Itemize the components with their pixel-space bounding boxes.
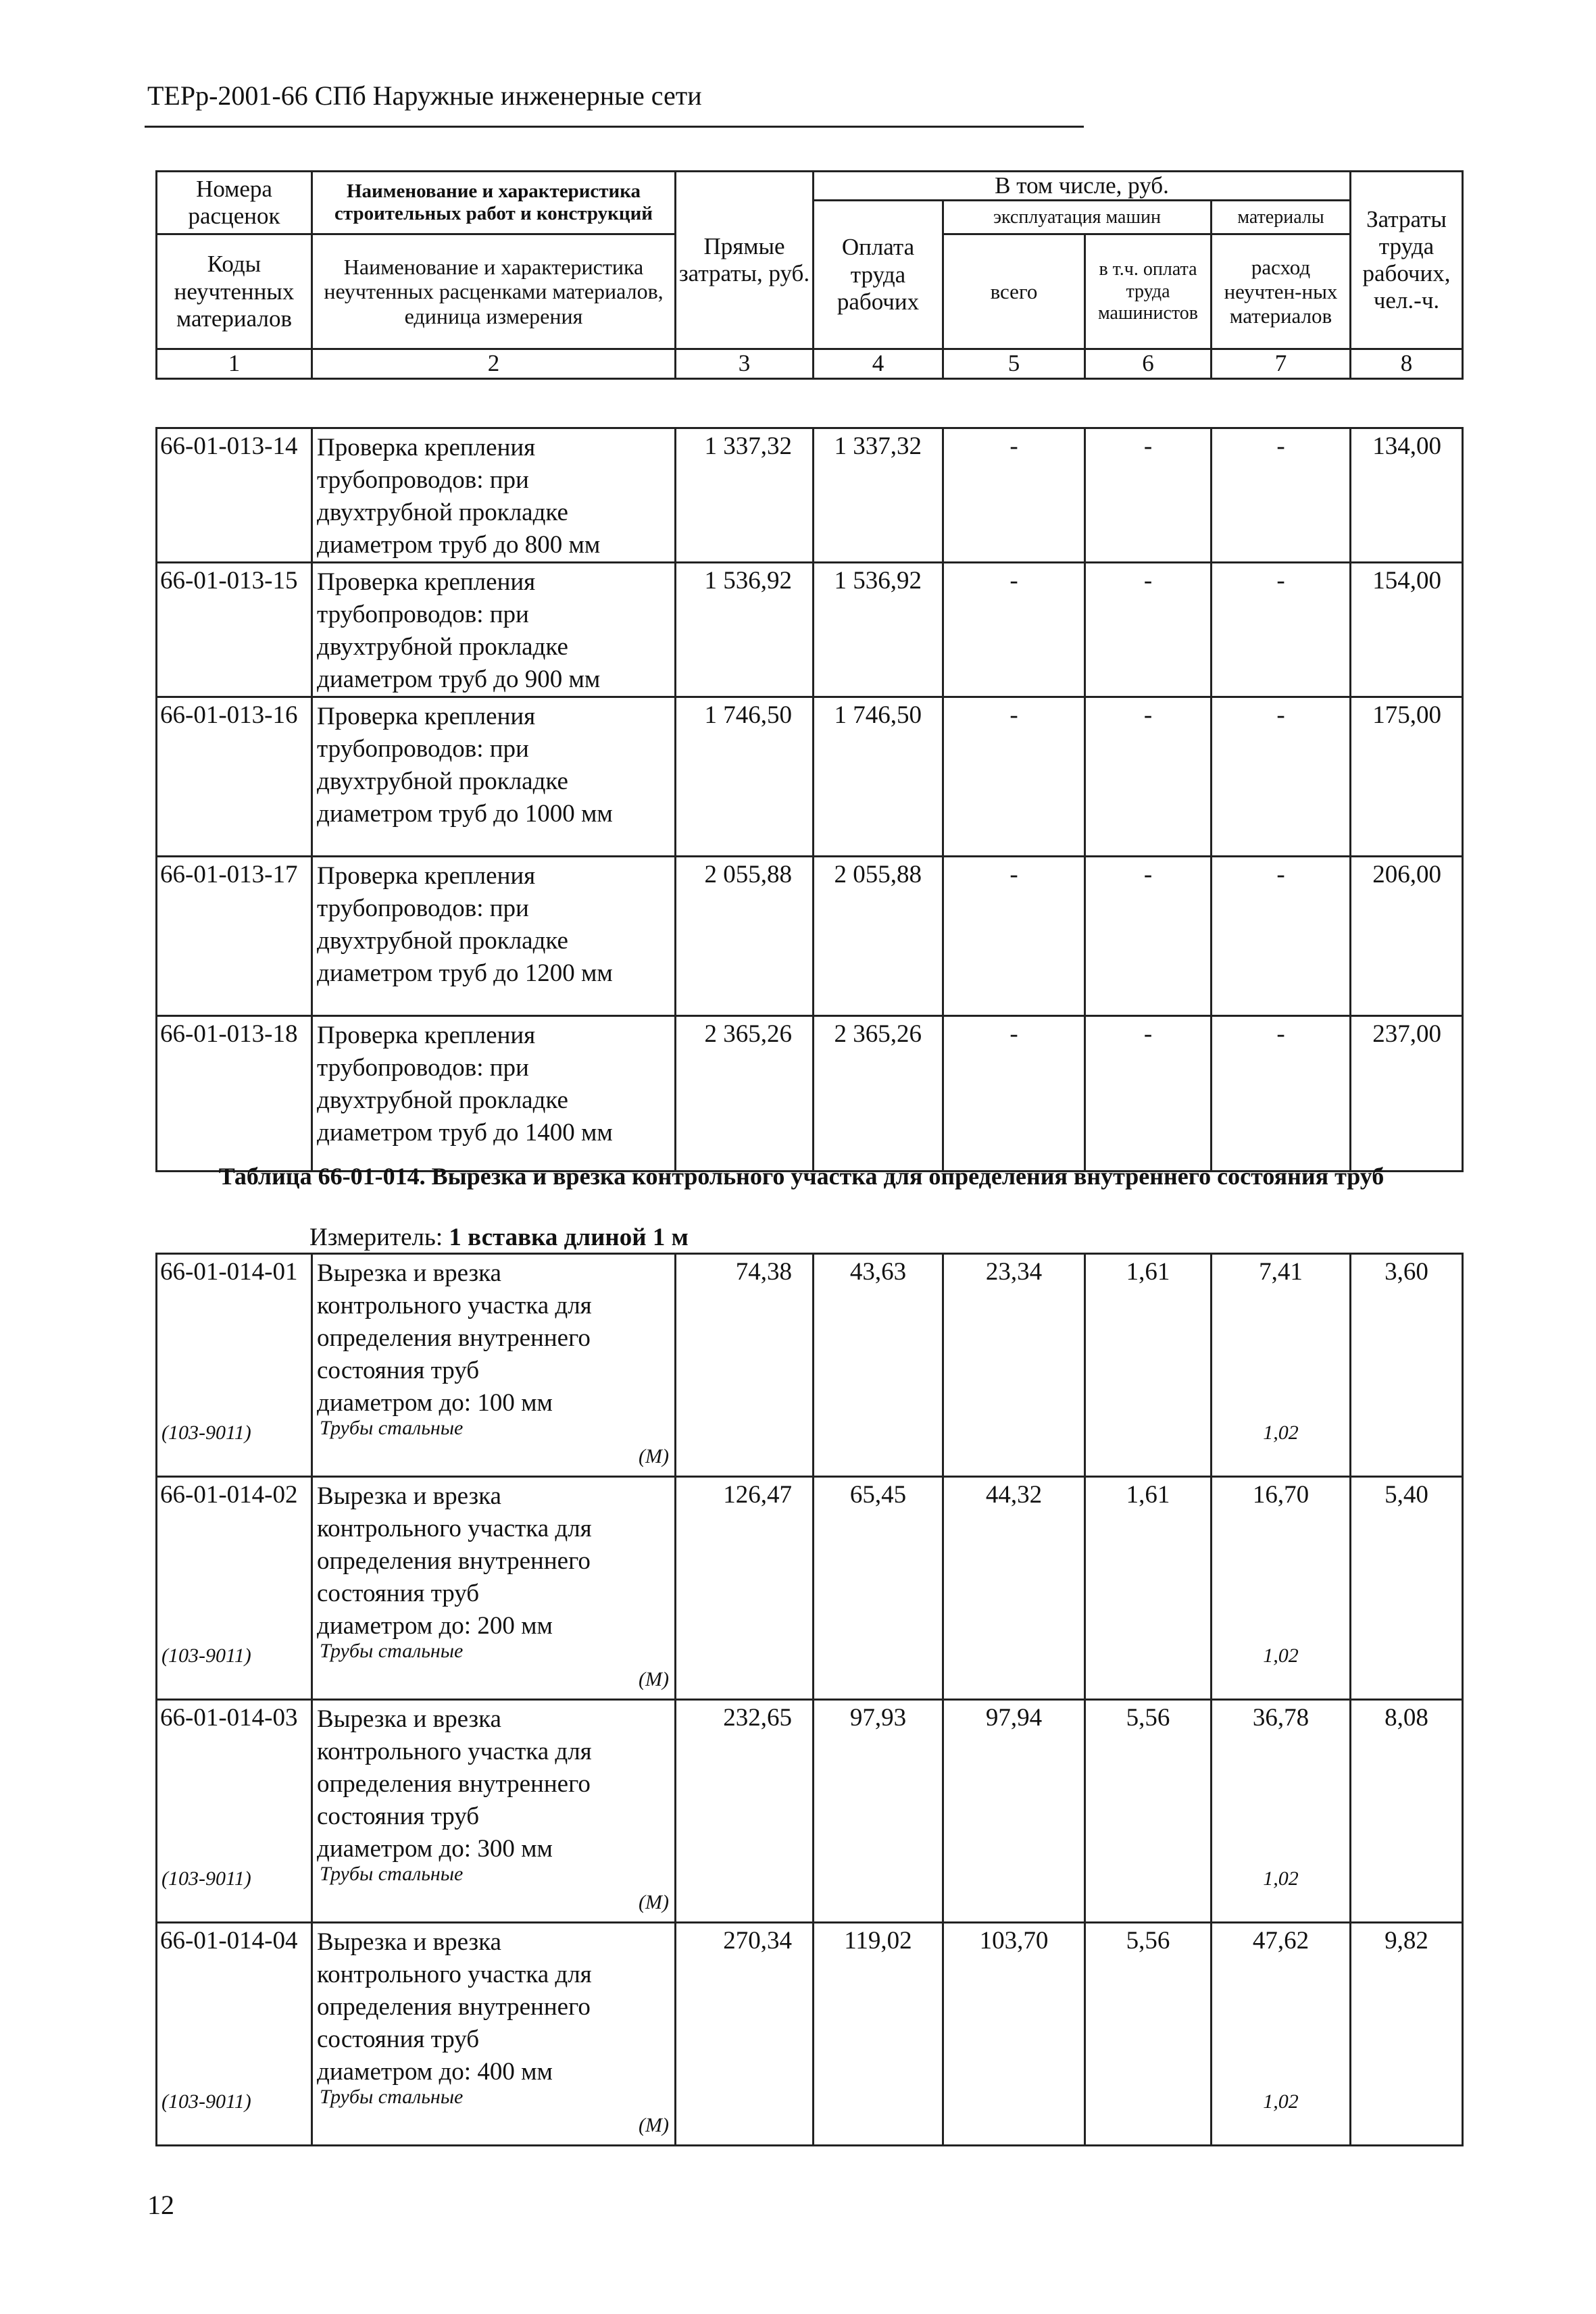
material-cost: -	[1212, 1016, 1351, 1172]
material-cost-cell	[1212, 1923, 1351, 2146]
material-unit: (М)	[639, 2114, 669, 2136]
material-cost: 7,41	[1259, 1258, 1303, 1286]
material-code: (103-9011)	[161, 1867, 251, 1890]
col-header-1-top: Номера расценок	[157, 172, 312, 234]
col-header-1-bottom: Коды неучтенных материалов	[157, 234, 312, 349]
col-header-5: всего	[943, 234, 1085, 349]
labor-hours: 134,00	[1351, 428, 1463, 563]
rate-name: Проверка крепления трубопроводов: при двухтрубной прокладке диаметром труб до 800 мм	[312, 428, 676, 563]
col-header-6: в т.ч. оплата труда машинистов	[1085, 234, 1212, 349]
labor-cost: 119,02	[814, 1923, 943, 2146]
table-row	[157, 1254, 1463, 1477]
material-cost-cell	[1212, 1477, 1351, 1700]
rate-name-cell	[312, 1254, 676, 1477]
machine-cost: -	[943, 857, 1085, 1016]
labor-cost: 65,45	[814, 1477, 943, 1700]
col-header-2-top: Наименование и характеристика строительных работ и конструкций	[312, 172, 676, 234]
col-header-materials: материалы	[1212, 201, 1351, 234]
rates-table-013	[155, 427, 1464, 1172]
rate-code-cell	[157, 1700, 312, 1923]
rates-table-014	[155, 1253, 1464, 2146]
rate-code: 66-01-014-02	[160, 1481, 298, 1509]
rate-code: 66-01-014-03	[160, 1704, 298, 1732]
table-title: Таблица 66-01-014. Вырезка и врезка контрольного участка для определения внутреннего состояния труб	[218, 1163, 1385, 1190]
rate-name: Вырезка и врезка контрольного участка для определения внутреннего состояния труб диаметром до: 200 мм	[317, 1482, 592, 1640]
column-header-table	[155, 170, 1464, 380]
direct-cost: 232,65	[676, 1700, 814, 1923]
material-cost-cell	[1212, 1254, 1351, 1477]
col-number: 7	[1212, 349, 1351, 378]
material-unit: (М)	[639, 1891, 669, 1913]
machine-cost: 103,70	[943, 1923, 1085, 2146]
meter-value: 1 вставка длиной 1 м	[449, 1224, 689, 1251]
labor-hours: 154,00	[1351, 563, 1463, 697]
machine-labor-cost: -	[1085, 697, 1212, 857]
labor-hours: 8,08	[1351, 1700, 1463, 1923]
col-header-machines: эксплуатация машин	[943, 201, 1212, 234]
rate-code: 66-01-013-17	[157, 857, 312, 1016]
col-header-4: Оплата труда рабочих	[814, 201, 943, 349]
table-row	[157, 1477, 1463, 1700]
machine-labor-cost: 5,56	[1085, 1700, 1212, 1923]
table-row	[157, 1923, 1463, 2146]
material-cost: -	[1212, 857, 1351, 1016]
labor-hours: 5,40	[1351, 1477, 1463, 1700]
machine-cost: 97,94	[943, 1700, 1085, 1923]
material-qty: 1,02	[1263, 1644, 1299, 1667]
rate-code: 66-01-014-04	[160, 1927, 298, 1955]
col-number: 6	[1085, 349, 1212, 378]
direct-cost: 74,38	[676, 1254, 814, 1477]
meter-label: Измеритель:	[309, 1224, 443, 1251]
labor-cost: 1 536,92	[814, 563, 943, 697]
col-header-2-bottom: Наименование и характеристика неучтенных расценками материалов, единица измерения	[312, 234, 676, 349]
material-name: Трубы стальные	[320, 1640, 464, 1662]
labor-cost: 1 337,32	[814, 428, 943, 563]
direct-cost: 1 536,92	[676, 563, 814, 697]
rate-name-cell	[312, 1923, 676, 2146]
direct-cost: 270,34	[676, 1923, 814, 2146]
material-unit: (М)	[639, 1668, 669, 1690]
material-name: Трубы стальные	[320, 2086, 464, 2108]
rate-name: Проверка крепления трубопроводов: при двухтрубной прокладке диаметром труб до 1200 мм	[312, 857, 676, 1016]
machine-labor-cost: 1,61	[1085, 1254, 1212, 1477]
material-qty: 1,02	[1263, 1867, 1299, 1890]
table-row	[157, 428, 1463, 563]
rate-name-cell	[312, 1700, 676, 1923]
rate-code: 66-01-013-15	[157, 563, 312, 697]
material-qty: 1,02	[1263, 1422, 1299, 1444]
rate-code: 66-01-013-14	[157, 428, 312, 563]
material-cost: -	[1212, 428, 1351, 563]
labor-cost: 43,63	[814, 1254, 943, 1477]
rate-name-cell	[312, 1477, 676, 1700]
material-qty: 1,02	[1263, 2090, 1299, 2113]
labor-cost: 1 746,50	[814, 697, 943, 857]
col-number: 2	[312, 349, 676, 378]
material-unit: (М)	[639, 1445, 669, 1467]
direct-cost: 1 746,50	[676, 697, 814, 857]
col-header-group: В том числе, руб.	[814, 172, 1351, 201]
machine-labor-cost: 5,56	[1085, 1923, 1212, 2146]
direct-cost: 126,47	[676, 1477, 814, 1700]
meter-line	[309, 1223, 689, 1252]
col-header-7: расход неучтен-ных материалов	[1212, 234, 1351, 349]
col-header-3: Прямые затраты, руб.	[676, 172, 814, 349]
material-cost: 47,62	[1252, 1927, 1310, 1955]
rate-name: Проверка крепления трубопроводов: при двухтрубной прокладке диаметром труб до 900 мм	[312, 563, 676, 697]
machine-labor-cost: -	[1085, 1016, 1212, 1172]
page-number: 12	[147, 2190, 174, 2220]
header-divider	[145, 126, 1084, 128]
machine-cost: 23,34	[943, 1254, 1085, 1477]
col-number: 5	[943, 349, 1085, 378]
rate-code: 66-01-014-01	[160, 1258, 298, 1286]
labor-hours: 3,60	[1351, 1254, 1463, 1477]
material-cost: 16,70	[1252, 1481, 1310, 1509]
labor-cost: 97,93	[814, 1700, 943, 1923]
rate-code-cell	[157, 1923, 312, 2146]
col-number: 8	[1351, 349, 1463, 378]
machine-labor-cost: -	[1085, 563, 1212, 697]
machine-cost: -	[943, 428, 1085, 563]
rate-code: 66-01-013-18	[157, 1016, 312, 1172]
labor-hours: 206,00	[1351, 857, 1463, 1016]
table-row	[157, 1016, 1463, 1172]
machine-labor-cost: -	[1085, 428, 1212, 563]
rate-code: 66-01-013-16	[157, 697, 312, 857]
table-row	[157, 697, 1463, 857]
machine-cost: -	[943, 563, 1085, 697]
direct-cost: 2 365,26	[676, 1016, 814, 1172]
col-header-8: Затраты труда рабочих, чел.-ч.	[1351, 172, 1463, 349]
col-number: 3	[676, 349, 814, 378]
rate-name: Вырезка и врезка контрольного участка для определения внутреннего состояния труб диаметром до: 400 мм	[317, 1928, 592, 2086]
material-cost: 36,78	[1252, 1704, 1310, 1732]
labor-cost: 2 365,26	[814, 1016, 943, 1172]
machine-cost: 44,32	[943, 1477, 1085, 1700]
material-name: Трубы стальные	[320, 1417, 464, 1439]
machine-cost: -	[943, 697, 1085, 857]
page-header-title: ТЕРр-2001-66 СПб Наружные инженерные сети	[147, 80, 702, 111]
machine-labor-cost: -	[1085, 857, 1212, 1016]
rate-name: Вырезка и врезка контрольного участка для определения внутреннего состояния труб диаметром до: 300 мм	[317, 1705, 592, 1863]
labor-hours: 175,00	[1351, 697, 1463, 857]
material-code: (103-9011)	[161, 1644, 251, 1667]
machine-cost: -	[943, 1016, 1085, 1172]
rate-name: Вырезка и врезка контрольного участка для определения внутреннего состояния труб диаметром до: 100 мм	[317, 1259, 592, 1417]
table-row	[157, 1700, 1463, 1923]
material-cost-cell	[1212, 1700, 1351, 1923]
labor-hours: 9,82	[1351, 1923, 1463, 2146]
rate-name: Проверка крепления трубопроводов: при двухтрубной прокладке диаметром труб до 1400 мм	[312, 1016, 676, 1172]
rate-code-cell	[157, 1477, 312, 1700]
material-code: (103-9011)	[161, 2090, 251, 2113]
rate-code-cell	[157, 1254, 312, 1477]
table-row	[157, 857, 1463, 1016]
material-code: (103-9011)	[161, 1422, 251, 1444]
labor-hours: 237,00	[1351, 1016, 1463, 1172]
col-number: 1	[157, 349, 312, 378]
machine-labor-cost: 1,61	[1085, 1477, 1212, 1700]
material-cost: -	[1212, 697, 1351, 857]
col-number: 4	[814, 349, 943, 378]
material-cost: -	[1212, 563, 1351, 697]
direct-cost: 1 337,32	[676, 428, 814, 563]
labor-cost: 2 055,88	[814, 857, 943, 1016]
rate-name: Проверка крепления трубопроводов: при двухтрубной прокладке диаметром труб до 1000 мм	[312, 697, 676, 857]
direct-cost: 2 055,88	[676, 857, 814, 1016]
table-row	[157, 563, 1463, 697]
material-name: Трубы стальные	[320, 1863, 464, 1885]
